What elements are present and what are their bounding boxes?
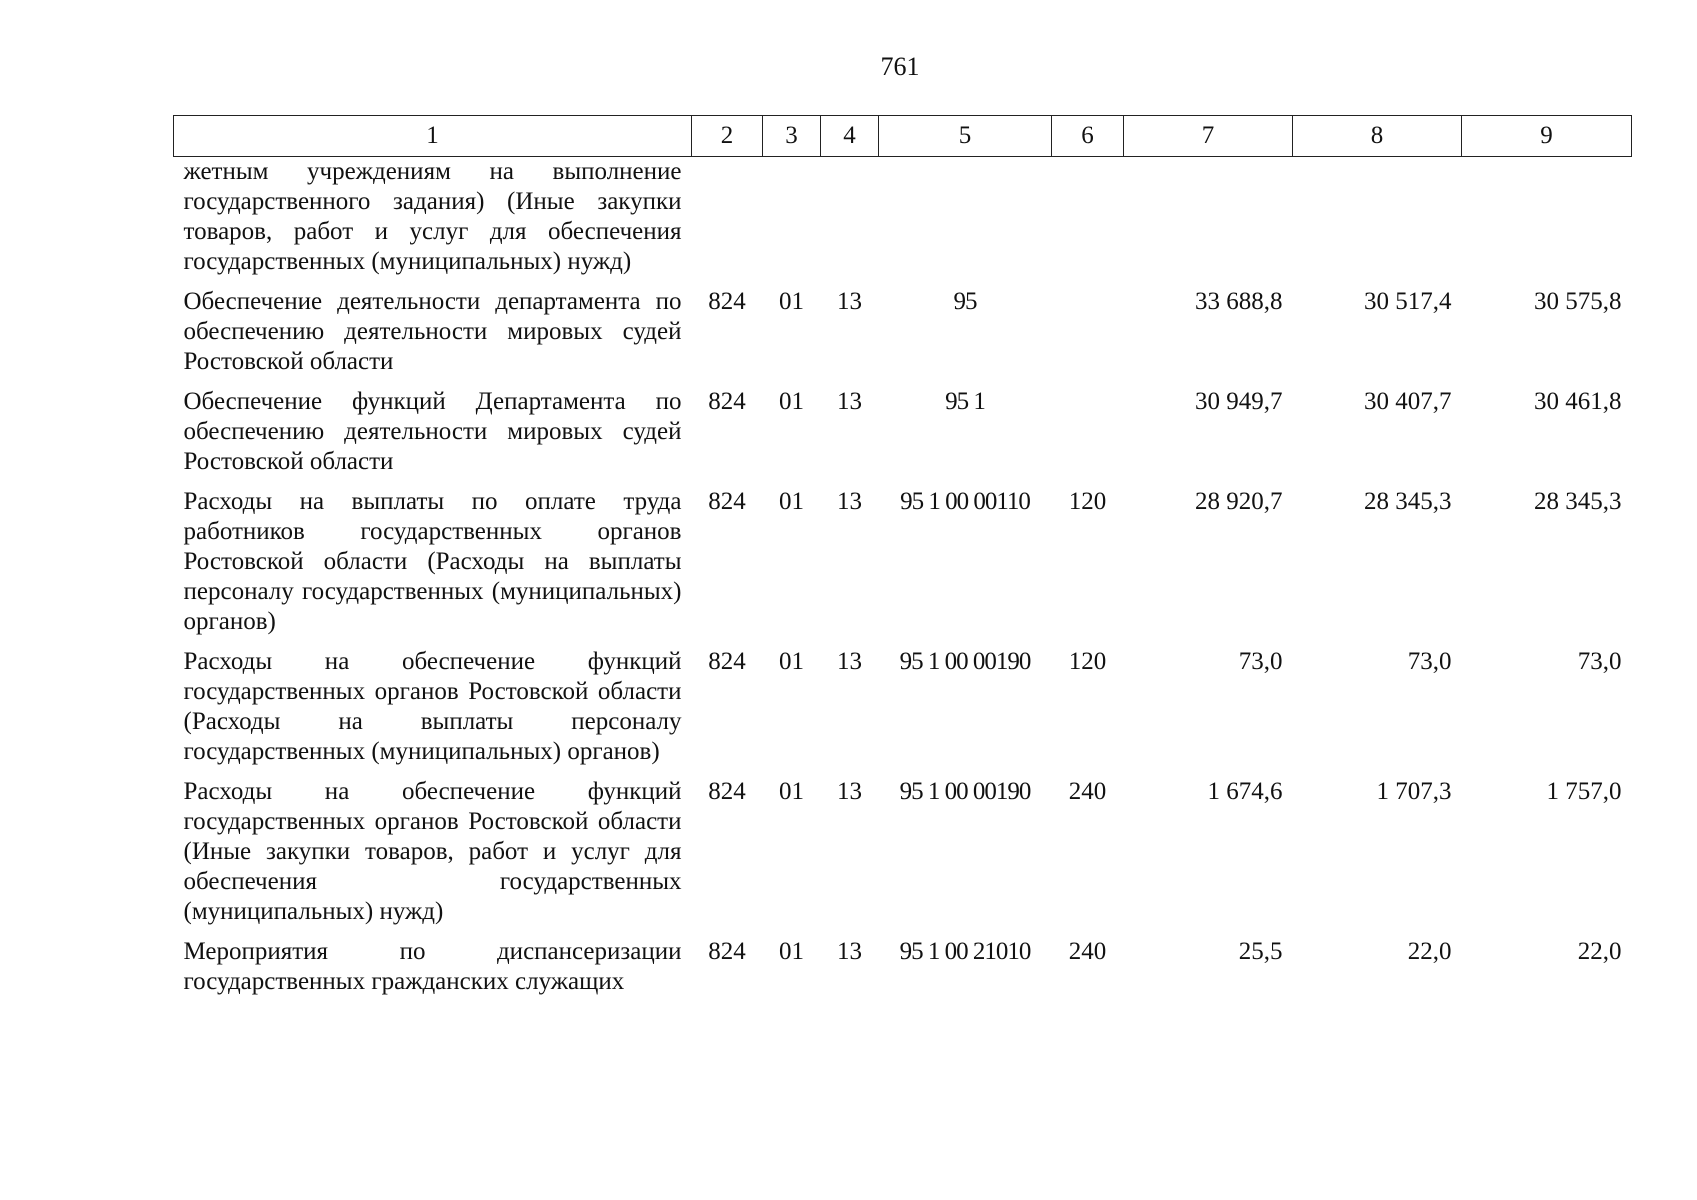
row-col-6 [1052, 157, 1124, 288]
row-col-9: 22,0 [1577, 938, 1622, 965]
row-col-2: 824 [708, 648, 746, 675]
header-col-4: 4 [821, 116, 879, 157]
row-col-3: 01 [779, 648, 804, 675]
row-col-2 [692, 157, 763, 288]
row-name: Расходы на обеспечение функций государственных органов Ростовской области (Расходы на выплаты персоналу государственных (муниципальных) органов) [183, 648, 682, 765]
table-row [174, 937, 1632, 1007]
header-col-1: 1 [174, 116, 692, 157]
row-col-5: 95 1 00 00190 [899, 648, 1031, 675]
header-col-9: 9 [1462, 116, 1632, 157]
row-col-8: 30 517,4 [1364, 288, 1452, 315]
header-col-3: 3 [763, 116, 821, 157]
row-col-9: 73,0 [1577, 648, 1622, 675]
header-row [174, 116, 1632, 157]
row-col-8: 73,0 [1407, 648, 1452, 675]
row-col-4: 13 [837, 938, 862, 965]
row-col-3: 01 [779, 488, 804, 515]
header-col-5: 5 [879, 116, 1052, 157]
table-row [174, 487, 1632, 647]
row-col-5: 95 [953, 288, 977, 315]
row-name: жетным учреждениям на выполнение государственного задания) (Иные закупки товаров, работ и услуг для обеспечения государственных (муниципальных) нужд) [183, 158, 682, 275]
header-col-2: 2 [692, 116, 763, 157]
row-col-2: 824 [708, 778, 746, 805]
row-name: Расходы на выплаты по оплате труда работников государственных органов Ростовской области (Расходы на выплаты персоналу государственных (муниципальных) органов) [183, 488, 682, 635]
row-name: Расходы на обеспечение функций государственных органов Ростовской области (Иные закупки товаров, работ и услуг для обеспечения государственных (муниципальных) нужд) [183, 778, 682, 925]
row-col-9: 1 757,0 [1546, 778, 1622, 805]
row-col-2: 824 [708, 388, 746, 415]
row-col-6: 240 [1068, 778, 1107, 805]
row-col-7: 28 920,7 [1195, 488, 1283, 515]
row-col-4: 13 [837, 648, 862, 675]
row-col-6 [1052, 287, 1124, 387]
row-col-9 [1462, 157, 1632, 288]
row-col-6: 120 [1068, 648, 1107, 675]
page-number: 761 [880, 52, 920, 81]
row-col-3: 01 [779, 388, 804, 415]
row-col-5: 95 1 00 21010 [899, 938, 1031, 965]
row-col-5 [879, 157, 1052, 288]
row-col-5: 95 1 00 00110 [900, 488, 1030, 515]
row-col-9: 30 575,8 [1534, 288, 1622, 315]
header-col-8: 8 [1293, 116, 1462, 157]
row-col-7: 1 674,6 [1207, 778, 1283, 805]
row-col-6: 120 [1068, 488, 1107, 515]
row-name: Мероприятия по диспансеризации государственных гражданских служащих [183, 938, 682, 995]
row-name: Обеспечение функций Департамента по обеспечению деятельности мировых судей Ростовской области [183, 388, 682, 475]
row-col-7: 33 688,8 [1195, 288, 1283, 315]
row-col-2: 824 [708, 288, 746, 315]
row-col-8 [1293, 157, 1462, 288]
table-row [174, 777, 1632, 937]
row-col-3: 01 [779, 288, 804, 315]
row-col-2: 824 [708, 488, 746, 515]
row-col-4: 13 [837, 778, 862, 805]
table-row [174, 157, 1632, 288]
row-col-8: 30 407,7 [1364, 388, 1452, 415]
row-col-9: 28 345,3 [1534, 488, 1622, 515]
row-col-4: 13 [837, 488, 862, 515]
table-header [174, 116, 1632, 157]
row-col-4: 13 [837, 388, 862, 415]
table-row [174, 647, 1632, 777]
row-col-8: 22,0 [1407, 938, 1452, 965]
row-col-8: 28 345,3 [1364, 488, 1452, 515]
table-body [174, 157, 1632, 1008]
table-row [174, 287, 1632, 387]
row-col-9: 30 461,8 [1534, 388, 1622, 415]
header-col-6: 6 [1052, 116, 1124, 157]
row-col-7 [1124, 157, 1293, 288]
row-col-7: 30 949,7 [1195, 388, 1283, 415]
header-col-7: 7 [1124, 116, 1293, 157]
row-col-4 [821, 157, 879, 288]
row-col-5: 95 1 [945, 388, 985, 415]
row-col-8: 1 707,3 [1376, 778, 1452, 805]
row-col-7: 73,0 [1238, 648, 1283, 675]
row-col-3: 01 [779, 778, 804, 805]
row-name: Обеспечение деятельности департамента по обеспечению деятельности мировых судей Ростовской области [183, 288, 682, 375]
row-col-3 [763, 157, 821, 288]
row-col-3: 01 [779, 938, 804, 965]
budget-table [173, 115, 1632, 1007]
row-col-6 [1052, 387, 1124, 487]
row-col-5: 95 1 00 00190 [899, 778, 1031, 805]
row-col-6: 240 [1068, 938, 1107, 965]
row-col-2: 824 [708, 938, 746, 965]
row-col-4: 13 [837, 288, 862, 315]
row-col-7: 25,5 [1238, 938, 1283, 965]
table-row [174, 387, 1632, 487]
